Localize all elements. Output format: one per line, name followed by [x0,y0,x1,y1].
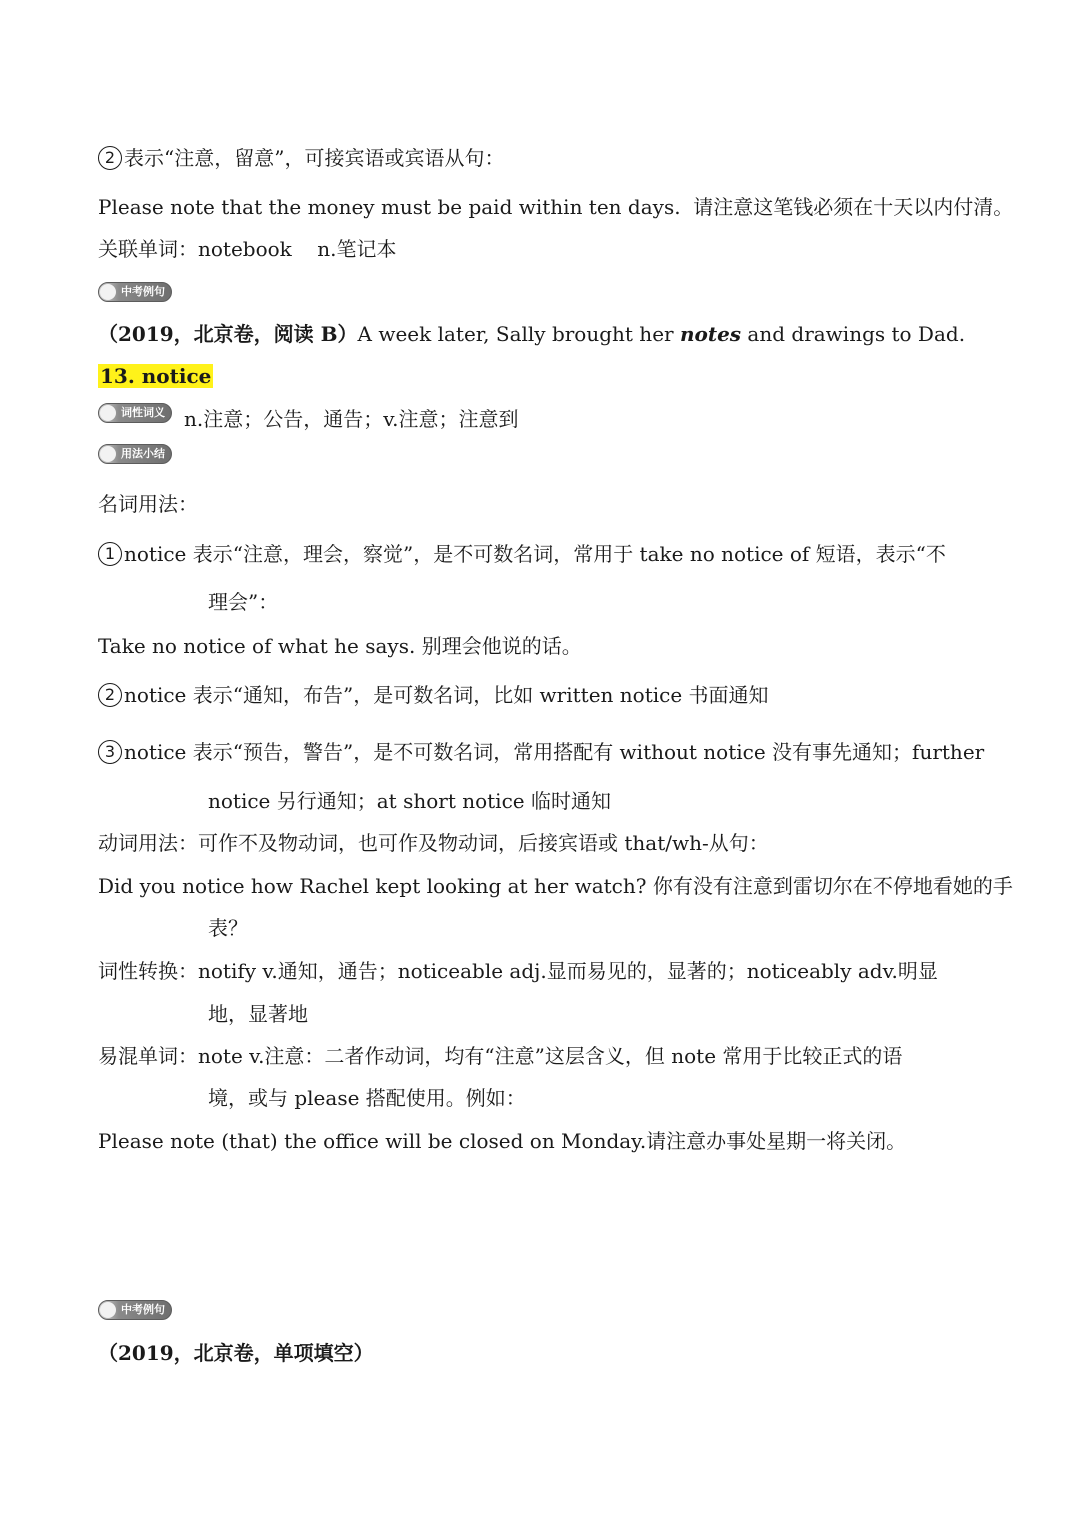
pos-definition: n.注意；公告，通告；v.注意；注意到 [184,407,519,431]
noun-usage-3-cont: notice 另行通知；at short notice 临时通知 [208,789,611,813]
related-meaning: n.笔记本 [317,237,397,261]
exam-example-sentence [98,320,965,348]
word-heading [98,362,213,390]
noun-usage-heading: 名词用法： [98,492,198,516]
example-zh: 请注意这笔钱必须在十天以内付清。 [693,195,1014,219]
circled-number: 2 [98,146,122,170]
exam-example-badge: 中考例句 [98,282,172,302]
confusable-word-cont: 境，或与 please 搭配使用。例如： [208,1086,526,1110]
noun-usage-2 [98,681,769,709]
word-forms: 词性转换：notify v.通知，通告；noticeable adj.显而易见的，显著的；noticeably adv.明显 [98,959,938,983]
example-sentence-cont: 表？ [208,916,248,940]
related-word [98,235,397,263]
usage-text: notice 表示“注意，理会，察觉”，是不可数名词，常用于 take no notice of 短语，表示“不 [124,542,946,566]
word-heading-text: 13. notice [100,364,212,388]
example-sentence: Did you notice how Rachel kept looking at her watch? 你有没有注意到雷切尔在不停地看她的手 [98,874,1013,898]
exam-source: （2019，北京卷，单项填空） [98,1341,374,1365]
word-forms-cont: 地，显著地 [208,1002,308,1026]
exam-source: （2019，北京卷，阅读 B） [98,322,358,346]
example-sentence: Please note (that) the office will be closed on Monday.请注意办事处星期一将关闭。 [98,1129,907,1153]
confusable-word: 易混单词：note v.注意：二者作动词，均有“注意”这层含义，但 note 常用于比较正式的语 [98,1044,903,1068]
exam-text-post: and drawings to Dad. [741,322,966,346]
related-label: 关联单词： [98,237,198,261]
usage-summary-badge: 用法小结 [98,444,172,464]
usage-text: notice 表示“通知，布告”，是可数名词，比如 written notice 书面通知 [124,683,769,707]
related-term: notebook [198,237,292,261]
example-en: Please note that the money must be paid within ten days. [98,195,681,219]
circled-number: 1 [98,542,122,566]
usage-text: 表示“注意，留意”，可接宾语或宾语从句： [124,146,505,170]
exam-example-badge: 中考例句 [98,1300,172,1320]
usage-item-2 [98,144,504,172]
circled-number: 3 [98,740,122,764]
usage-text: notice 表示“预告，警告”，是不可数名词，常用搭配有 without notice 没有事先通知；further [124,740,985,764]
verb-usage: 动词用法：可作不及物动词，也可作及物动词，后接宾语或 that/wh-从句： [98,831,769,855]
circled-number: 2 [98,683,122,707]
example-sentence: Take no notice of what he says. 别理会他说的话。 [98,634,582,658]
noun-usage-3 [98,738,984,766]
noun-usage-1 [98,540,946,568]
pos-meaning-badge: 词性词义 [98,403,172,423]
noun-usage-1-cont: 理会”： [208,590,279,614]
exam-text-pre: A week later, Sally brought her [357,322,680,346]
exam-keyword: notes [679,322,742,346]
example-sentence [98,193,1013,221]
